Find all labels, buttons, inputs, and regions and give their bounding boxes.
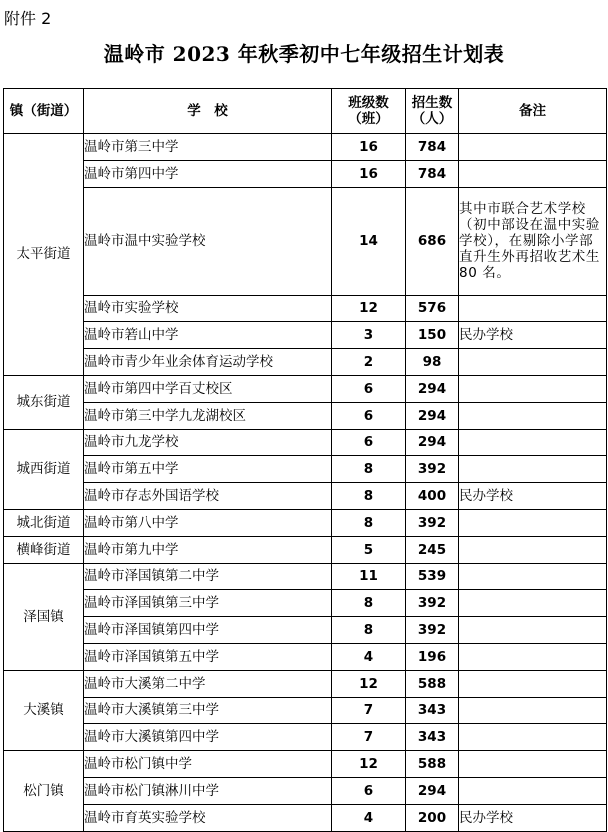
- table-row: [4, 295, 607, 322]
- enrollment-table: [3, 88, 607, 832]
- note-cell: [459, 751, 607, 778]
- table-row: [4, 456, 607, 483]
- enrollment-count-cell: 784: [406, 160, 459, 187]
- enrollment-count-cell: 245: [406, 536, 459, 563]
- school-cell: 温岭市青少年业余体育运动学校: [84, 349, 332, 376]
- enrollment-count-cell: 294: [406, 402, 459, 429]
- class-count-cell: 7: [332, 697, 406, 724]
- table-row: [4, 402, 607, 429]
- note-cell: [459, 295, 607, 322]
- table-row: [4, 375, 607, 402]
- header-enrollment: 招生数（人）: [406, 89, 459, 134]
- table-row: [4, 697, 607, 724]
- class-count-cell: 12: [332, 295, 406, 322]
- table-row: [4, 563, 607, 590]
- enrollment-count-cell: 539: [406, 563, 459, 590]
- table-body: [4, 134, 607, 832]
- enrollment-count-cell: 294: [406, 429, 459, 456]
- page-title: 温岭市 2023 年秋季初中七年级招生计划表: [103, 42, 505, 66]
- table-row: [4, 187, 607, 295]
- enrollment-count-cell: 343: [406, 697, 459, 724]
- enrollment-count-cell: 392: [406, 590, 459, 617]
- enrollment-count-cell: 400: [406, 483, 459, 510]
- note-cell: 其中市联合艺术学校（初中部设在温中实验学校），在剔除小学部直升生外再招收艺术生 80 名。: [459, 187, 607, 295]
- table-row: [4, 349, 607, 376]
- note-cell: 民办学校: [459, 804, 607, 831]
- school-cell: 温岭市第三中学九龙湖校区: [84, 402, 332, 429]
- enrollment-count-cell: 98: [406, 349, 459, 376]
- enrollment-count-cell: 588: [406, 670, 459, 697]
- school-cell: 温岭市泽国镇第四中学: [84, 617, 332, 644]
- class-count-cell: 8: [332, 483, 406, 510]
- class-count-cell: 8: [332, 456, 406, 483]
- enrollment-count-cell: 784: [406, 134, 459, 161]
- table-row: [4, 724, 607, 751]
- school-cell: 温岭市九龙学校: [84, 429, 332, 456]
- note-cell: [459, 509, 607, 536]
- note-cell: [459, 724, 607, 751]
- school-cell: 温岭市松门镇中学: [84, 751, 332, 778]
- table-row: [4, 643, 607, 670]
- header-classes: 班级数（班）: [332, 89, 406, 134]
- table-row: [4, 617, 607, 644]
- district-cell: 城西街道: [4, 429, 84, 509]
- enrollment-count-cell: 392: [406, 456, 459, 483]
- note-cell: [459, 456, 607, 483]
- class-count-cell: 8: [332, 590, 406, 617]
- school-cell: 温岭市泽国镇第三中学: [84, 590, 332, 617]
- table-row: [4, 429, 607, 456]
- class-count-cell: 4: [332, 643, 406, 670]
- enrollment-count-cell: 294: [406, 777, 459, 804]
- enrollment-count-cell: 392: [406, 509, 459, 536]
- table-row: [4, 483, 607, 510]
- district-cell: 泽国镇: [4, 563, 84, 670]
- school-cell: 温岭市大溪第二中学: [84, 670, 332, 697]
- class-count-cell: 12: [332, 751, 406, 778]
- enrollment-count-cell: 200: [406, 804, 459, 831]
- class-count-cell: 16: [332, 160, 406, 187]
- school-cell: 温岭市泽国镇第二中学: [84, 563, 332, 590]
- note-cell: [459, 160, 607, 187]
- class-count-cell: 4: [332, 804, 406, 831]
- district-cell: 城东街道: [4, 375, 84, 429]
- school-cell: 温岭市松门镇淋川中学: [84, 777, 332, 804]
- school-cell: 温岭市第四中学百丈校区: [84, 375, 332, 402]
- note-cell: [459, 536, 607, 563]
- note-cell: [459, 643, 607, 670]
- enrollment-count-cell: 588: [406, 751, 459, 778]
- school-cell: 温岭市育英实验学校: [84, 804, 332, 831]
- table-row: [4, 590, 607, 617]
- enrollment-count-cell: 196: [406, 643, 459, 670]
- school-cell: 温岭市存志外国语学校: [84, 483, 332, 510]
- table-row: [4, 751, 607, 778]
- note-cell: [459, 375, 607, 402]
- class-count-cell: 12: [332, 670, 406, 697]
- enrollment-count-cell: 686: [406, 187, 459, 295]
- table-row: [4, 670, 607, 697]
- note-cell: [459, 617, 607, 644]
- table-row: [4, 160, 607, 187]
- school-cell: 温岭市大溪镇第四中学: [84, 724, 332, 751]
- class-count-cell: 16: [332, 134, 406, 161]
- note-cell: 民办学校: [459, 322, 607, 349]
- district-cell: 太平街道: [4, 134, 84, 376]
- school-cell: 温岭市实验学校: [84, 295, 332, 322]
- note-cell: [459, 402, 607, 429]
- enrollment-count-cell: 150: [406, 322, 459, 349]
- district-cell: 松门镇: [4, 751, 84, 831]
- note-cell: [459, 697, 607, 724]
- class-count-cell: 11: [332, 563, 406, 590]
- note-cell: [459, 670, 607, 697]
- school-cell: 温岭市第五中学: [84, 456, 332, 483]
- table-row: [4, 134, 607, 161]
- district-cell: 横峰街道: [4, 536, 84, 563]
- note-cell: 民办学校: [459, 483, 607, 510]
- header-row: [4, 89, 607, 134]
- class-count-cell: 8: [332, 509, 406, 536]
- class-count-cell: 5: [332, 536, 406, 563]
- school-cell: 温岭市第三中学: [84, 134, 332, 161]
- class-count-cell: 6: [332, 429, 406, 456]
- district-cell: 大溪镇: [4, 670, 84, 750]
- school-cell: 温岭市箬山中学: [84, 322, 332, 349]
- class-count-cell: 7: [332, 724, 406, 751]
- note-cell: [459, 349, 607, 376]
- enrollment-count-cell: 343: [406, 724, 459, 751]
- school-cell: 温岭市大溪镇第三中学: [84, 697, 332, 724]
- class-count-cell: 3: [332, 322, 406, 349]
- school-cell: 温岭市第四中学: [84, 160, 332, 187]
- district-cell: 城北街道: [4, 509, 84, 536]
- class-count-cell: 8: [332, 617, 406, 644]
- school-cell: 温岭市温中实验学校: [84, 187, 332, 295]
- header-district: 镇（街道）: [4, 89, 84, 134]
- note-cell: [459, 777, 607, 804]
- note-cell: [459, 429, 607, 456]
- school-cell: 温岭市第八中学: [84, 509, 332, 536]
- enrollment-count-cell: 576: [406, 295, 459, 322]
- note-cell: [459, 563, 607, 590]
- table-row: [4, 804, 607, 831]
- table-row: [4, 536, 607, 563]
- enrollment-count-cell: 294: [406, 375, 459, 402]
- table-row: [4, 509, 607, 536]
- class-count-cell: 6: [332, 402, 406, 429]
- enrollment-count-cell: 392: [406, 617, 459, 644]
- table-row: [4, 777, 607, 804]
- school-cell: 温岭市第九中学: [84, 536, 332, 563]
- class-count-cell: 14: [332, 187, 406, 295]
- header-school: 学 校: [84, 89, 332, 134]
- class-count-cell: 6: [332, 375, 406, 402]
- table-row: [4, 322, 607, 349]
- header-note: 备注: [459, 89, 607, 134]
- note-cell: [459, 590, 607, 617]
- note-cell: [459, 134, 607, 161]
- school-cell: 温岭市泽国镇第五中学: [84, 643, 332, 670]
- class-count-cell: 2: [332, 349, 406, 376]
- class-count-cell: 6: [332, 777, 406, 804]
- attachment-label: 附件 2: [4, 9, 52, 28]
